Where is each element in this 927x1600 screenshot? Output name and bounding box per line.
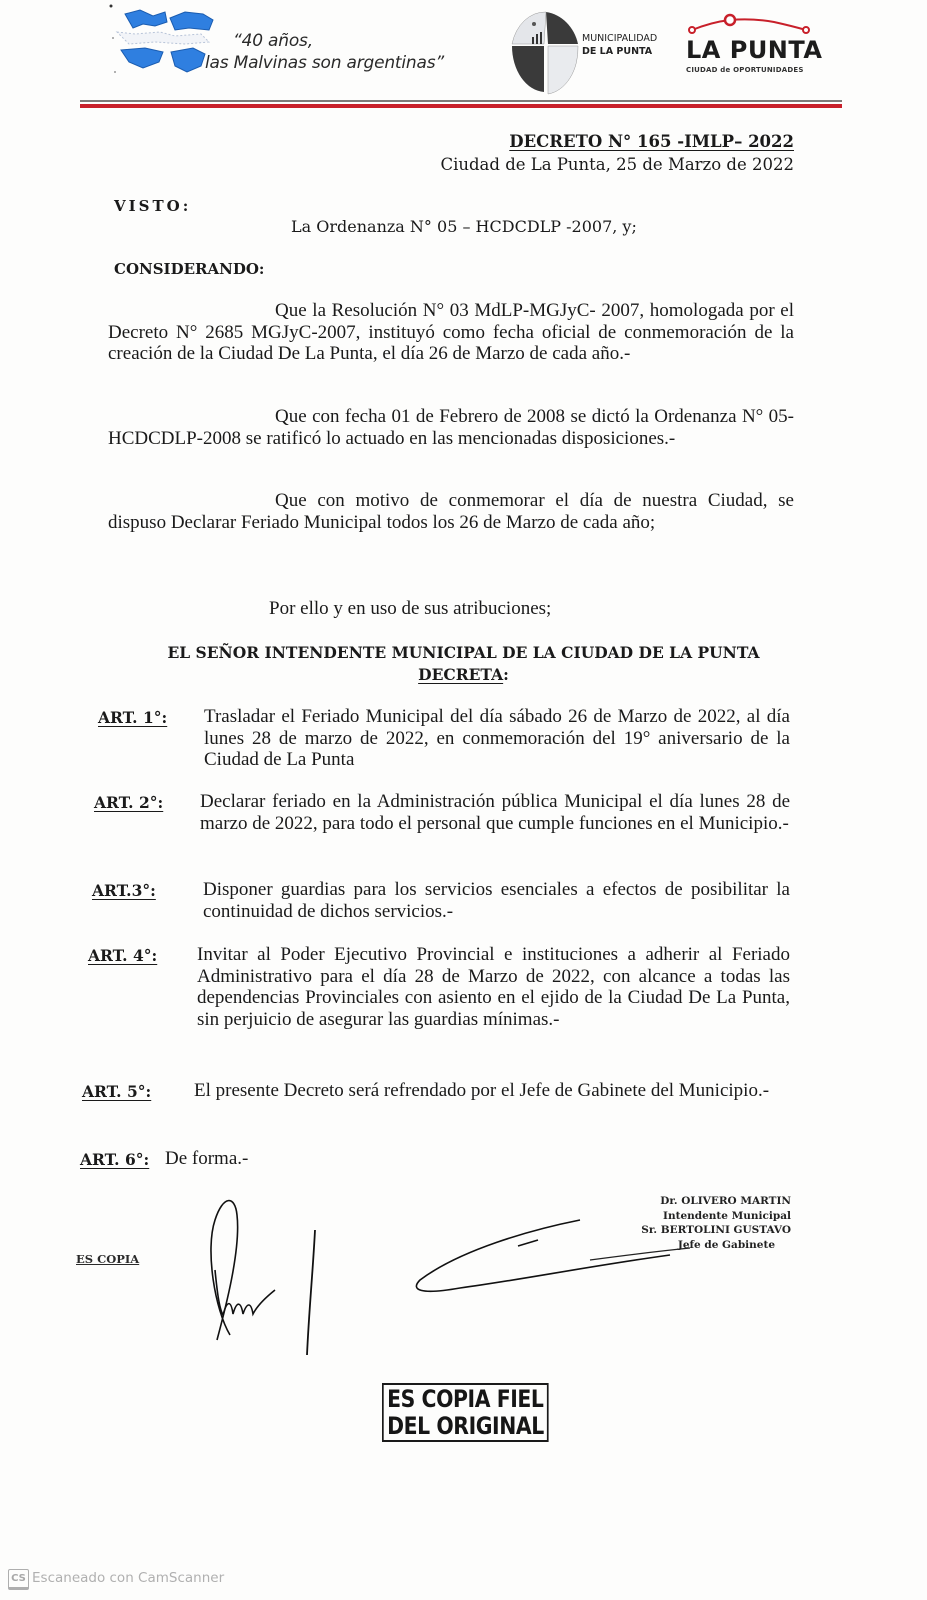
article-label: ART. 6°:	[80, 1150, 150, 1169]
considerando-paragraph: Que con motivo de conmemorar el día de nuestra Ciudad, se dispuso Declarar Feriado Municipal todos los 26 de Marzo de cada año;	[108, 490, 794, 533]
malvinas-slogan	[205, 30, 444, 74]
signer-2-role: Jefe de Gabinete	[677, 1238, 775, 1251]
es-copia-label: ES COPIA	[76, 1252, 140, 1266]
header-divider-grey	[80, 100, 842, 102]
camscanner-watermark: Escaneado con CamScanner	[32, 1570, 225, 1586]
decreta-word: DECRETA	[418, 665, 504, 684]
decreta-heading	[0, 665, 927, 684]
article-text: Invitar al Poder Ejecutivo Provincial e instituciones a adherir al Feriado Administrativo para el día 28 de Marzo de 2022, con alcance a todas las dependencias Provinciales con asiento en el ejido de la Ciudad De La Punta, sin perjuicio de asegurar las guardias mínimas.-	[197, 944, 790, 1030]
signer-1-name: Dr. OLIVERO MARTIN	[660, 1195, 791, 1207]
municipality-line-1: MUNICIPALIDAD	[582, 33, 658, 44]
article-label: ART. 2°:	[94, 793, 164, 812]
article-text: De forma.-	[165, 1148, 249, 1169]
considerando-paragraph: Que con fecha 01 de Febrero de 2008 se dictó la Ordenanza N° 05-HCDCDLP-2008 se ratificó lo actuado en las mencionadas disposiciones.-	[108, 406, 794, 449]
signer-2-name: Sr. BERTOLINI GUSTAVO	[641, 1224, 791, 1236]
considerando-paragraph: Que la Resolución N° 03 MdLP-MGJyC- 2007, homologada por el Decreto N° 2685 MGJyC-2007, instituyó como fecha oficial de conmemoración de la creación de la Ciudad De La Punta, el día 26 de Marzo de cada año.-	[108, 300, 794, 364]
article-label: ART.3°:	[92, 881, 156, 900]
visto-text: La Ordenanza N° 05 – HCDCDLP -2007, y;	[291, 217, 637, 236]
la-punta-logo-title: LA PUNTA	[686, 36, 823, 64]
decree-number: DECRETO N° 165 -IMLP– 2022	[509, 132, 794, 151]
considerando-heading: CONSIDERANDO:	[114, 260, 265, 278]
municipality-seal-icon	[508, 4, 580, 104]
article-text: Trasladar el Feriado Municipal del día sábado 26 de Marzo de 2022, al día lunes 28 de marzo de 2022, en conmemoración del 19° aniversario de la Ciudad de La Punta	[204, 706, 790, 770]
por-ello-text: Por ello y en uso de sus atribuciones;	[269, 598, 552, 619]
stamp-line-2: DEL ORIGINAL	[387, 1412, 544, 1440]
stamp-line-1: ES COPIA FIEL	[387, 1385, 544, 1413]
municipality-name	[582, 32, 657, 58]
article-text: Disponer guardias para los servicios esenciales a efectos de posibilitar la continuidad de dichos servicios.-	[203, 879, 790, 922]
camscanner-logo-icon: CS	[8, 1569, 29, 1590]
certified-copy-stamp	[382, 1383, 549, 1442]
slogan-line-1: “40 años,	[233, 31, 313, 51]
article-label: ART. 1°:	[98, 708, 168, 727]
article-text: El presente Decreto será refrendado por el Jefe de Gabinete del Municipio.-	[194, 1080, 770, 1101]
municipality-line-2: DE LA PUNTA	[582, 46, 653, 57]
article-label: ART. 5°:	[82, 1082, 152, 1101]
header-divider-red	[80, 104, 842, 108]
article-text: Declarar feriado en la Administración pública Municipal el día lunes 28 de marzo de 2022, para todo el personal que cumple funciones en el Municipio.-	[200, 791, 790, 834]
signature-block	[641, 1194, 791, 1252]
handwritten-signature-1	[175, 1190, 335, 1355]
signer-1-role: Intendente Municipal	[663, 1209, 791, 1222]
decreta-colon: :	[503, 665, 509, 684]
slogan-line-2: las Malvinas son argentinas”	[205, 53, 444, 73]
la-punta-logo-subtitle: CIUDAD de OPORTUNIDADES	[686, 66, 804, 74]
decree-place-date: Ciudad de La Punta, 25 de Marzo de 2022	[440, 155, 794, 174]
visto-heading: VISTO:	[114, 197, 192, 215]
authority-heading: EL SEÑOR INTENDENTE MUNICIPAL DE LA CIUDAD DE LA PUNTA	[167, 643, 760, 662]
article-label: ART. 4°:	[88, 946, 158, 965]
